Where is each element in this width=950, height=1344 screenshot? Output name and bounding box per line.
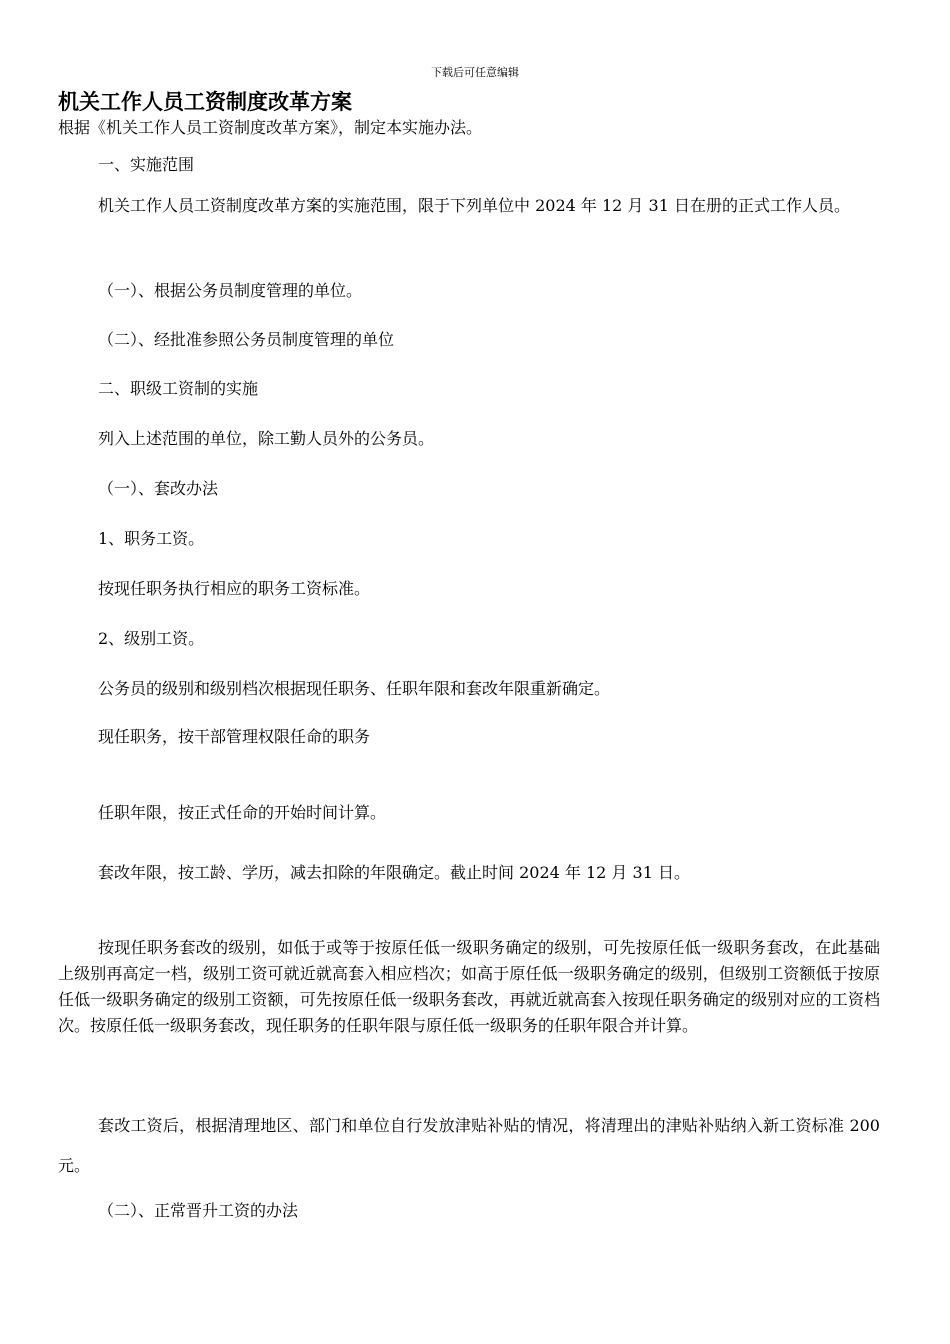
current-post-paragraph: 现任职务，按干部管理权限任命的职务 [98,727,371,746]
document-title: 机关工作人员工资制度改革方案 [58,90,352,114]
level-conversion-paragraph: 按现任职务套改的级别，如低于或等于按原任低一级职务确定的级别，可先按原任低一级职务套改，在此基础上级别再高定一档，级别工资可就近就高套入相应档次；如高于原任低一级职务确定的级别，但级别工资额低于按原任低一级职务确定的级别工资额，可先按原任低一级职务套改，再就近就高套入按现任职务确定的级别对应的工资档次。按原任低一级职务套改，现任职务的任职年限与原任低一级职务的任职年限合并计算。 [58,938,880,1035]
section-2-paragraph: 列入上述范围的单位，除工勤人员外的公务员。 [98,429,435,448]
item-2-text: 公务员的级别和级别档次根据现任职务、任职年限和套改年限重新确定。 [98,679,611,698]
subsection-1-heading: （一）、套改办法 [98,479,219,498]
section-1-item-2: （二）、经批准参照公务员制度管理的单位 [98,330,395,349]
section-1-paragraph: 机关工作人员工资制度改革方案的实施范围，限于下列单位中 2024 年 12 月 31 日在册的正式工作人员。 [98,196,850,215]
tenure-paragraph: 任职年限，按正式任命的开始时间计算。 [98,803,387,822]
intro-paragraph: 根据《机关工作人员工资制度改革方案》，制定本实施办法。 [58,118,483,137]
conversion-years-paragraph: 套改年限，按工龄、学历，减去扣除的年限确定。截止时间 2024 年 12 月 31 日。 [98,863,690,882]
section-1-heading: 一、实施范围 [98,155,195,174]
item-1-heading: 1、职务工资。 [98,529,205,548]
allowance-paragraph: 套改工资后，根据清理地区、部门和单位自行发放津贴补贴的情况，将清理出的津贴补贴纳入新工资标准 200 元。 [58,1116,880,1175]
item-1-text: 按现任职务执行相应的职务工资标准。 [98,579,371,598]
item-2-heading: 2、级别工资。 [98,629,205,648]
section-2-heading: 二、职级工资制的实施 [98,379,259,398]
section-1-item-1: （一）、根据公务员制度管理的单位。 [98,281,363,300]
header-note: 下载后可任意编辑 [431,66,519,79]
subsection-2-heading: （二）、正常晋升工资的办法 [98,1201,299,1220]
